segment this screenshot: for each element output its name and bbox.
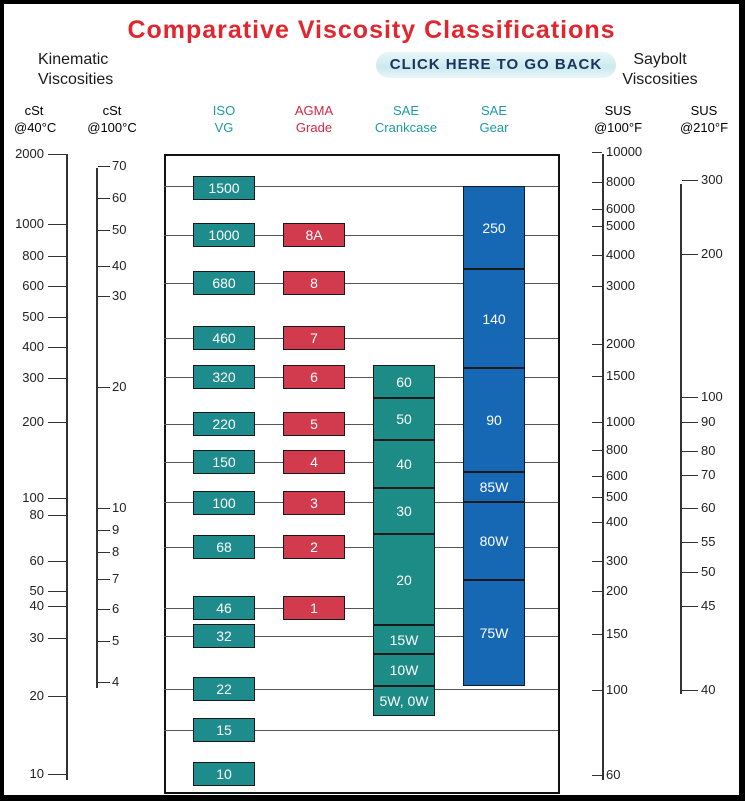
cst100-tick-mark	[98, 266, 110, 267]
iso-vg-box: 10	[193, 762, 255, 786]
cst100-tick-mark	[98, 609, 110, 610]
sae-crankcase-box: 15W	[373, 625, 435, 654]
cst40-tick-label: 300	[22, 370, 44, 385]
agma-grade-box: 7	[283, 326, 345, 350]
sus100-tick-label: 8000	[606, 174, 635, 189]
sus210-tick-mark	[682, 542, 698, 543]
sus100-tick-mark	[592, 344, 602, 345]
iso-vg-box: 15	[193, 718, 255, 742]
page-title: Comparative Viscosity Classifications	[127, 16, 616, 44]
sae-gear-box: 85W	[463, 472, 525, 502]
cst40-tick-label: 200	[22, 414, 44, 429]
sus100-tick-mark	[592, 561, 602, 562]
sus210-tick-label: 70	[701, 467, 716, 482]
cst100-tick-label: 9	[112, 522, 120, 537]
col-header-cst100: cSt @100°C	[87, 103, 137, 135]
iso-vg-box: 46	[193, 596, 255, 620]
sae-crankcase-box: 40	[373, 440, 435, 488]
sus210-tick-label: 40	[701, 682, 716, 697]
cst100-tick-mark	[98, 198, 110, 199]
iso-vg-box: 680	[193, 271, 255, 295]
cst40-axis	[66, 154, 68, 780]
cst40-tick-mark	[48, 224, 66, 225]
sae-gear-box: 250	[463, 186, 525, 269]
sus100-tick-mark	[592, 376, 602, 377]
cst40-tick-mark	[48, 422, 66, 423]
sus210-tick-label: 100	[701, 389, 723, 404]
sus100-tick-label: 100	[606, 682, 628, 697]
iso-vg-box: 320	[193, 365, 255, 389]
sus210-tick-mark	[682, 180, 698, 181]
col-header-sae-gear: SAE Gear	[479, 103, 509, 135]
cst100-tick-label: 70	[112, 158, 127, 173]
sus210-tick-mark	[682, 690, 698, 691]
cst100-tick-mark	[98, 296, 110, 297]
sus100-tick-mark	[592, 690, 602, 691]
sus100-tick-label: 2000	[606, 336, 635, 351]
sae-gear-box: 75W	[463, 580, 525, 686]
iso-vg-box: 32	[193, 624, 255, 648]
cst40-tick-label: 100	[22, 490, 44, 505]
sus100-tick-mark	[592, 182, 602, 183]
sus210-tick-label: 60	[701, 500, 716, 515]
cst40-tick-mark	[48, 696, 66, 697]
cst100-tick-label: 60	[112, 190, 127, 205]
sae-gear-box: 80W	[463, 502, 525, 580]
cst40-tick-mark	[48, 591, 66, 592]
cst40-tick-mark	[48, 256, 66, 257]
cst100-tick-label: 40	[112, 258, 127, 273]
sus100-tick-label: 150	[606, 626, 628, 641]
agma-grade-box: 3	[283, 491, 345, 515]
sus100-tick-label: 5000	[606, 218, 635, 233]
sus100-tick-label: 800	[606, 442, 628, 457]
cst40-tick-label: 80	[29, 507, 44, 522]
cst40-tick-mark	[48, 606, 66, 607]
agma-grade-box: 6	[283, 365, 345, 389]
iso-vg-box: 100	[193, 491, 255, 515]
go-back-button[interactable]: CLICK HERE TO GO BACK	[376, 52, 616, 78]
sus100-tick-mark	[592, 634, 602, 635]
cst40-tick-mark	[48, 347, 66, 348]
sus210-tick-mark	[682, 606, 698, 607]
sus100-tick-label: 1500	[606, 368, 635, 383]
cst100-tick-mark	[98, 579, 110, 580]
cst100-tick-label: 6	[112, 601, 120, 616]
cst40-tick-mark	[48, 561, 66, 562]
kinematic-header-line1: Kinematic	[38, 51, 109, 68]
iso-vg-box: 68	[193, 535, 255, 559]
cst100-tick-label: 5	[112, 633, 120, 648]
cst100-tick-mark	[98, 641, 110, 642]
cst40-tick-mark	[48, 378, 66, 379]
cst100-tick-mark	[98, 682, 110, 683]
cst100-tick-label: 4	[112, 674, 120, 689]
sus210-tick-mark	[682, 422, 698, 423]
sus210-tick-label: 45	[701, 598, 716, 613]
col-header-sae-crankcase: SAE Crankcase	[374, 103, 438, 135]
saybolt-header	[620, 50, 700, 90]
sus210-tick-label: 55	[701, 534, 716, 549]
cst40-tick-label: 40	[29, 598, 44, 613]
sae-crankcase-box: 20	[373, 534, 435, 625]
sus100-tick-mark	[592, 152, 602, 153]
cst40-tick-label: 2000	[15, 146, 44, 161]
kinematic-header	[38, 50, 113, 90]
iso-vg-box: 1000	[193, 223, 255, 247]
cst40-tick-mark	[48, 154, 66, 155]
chart-frame	[4, 4, 739, 795]
cst40-tick-label: 30	[29, 630, 44, 645]
cst100-tick-mark	[98, 508, 110, 509]
sae-crankcase-box: 50	[373, 398, 435, 440]
iso-vg-box: 460	[193, 326, 255, 350]
sus210-tick-mark	[682, 572, 698, 573]
cst100-tick-label: 10	[112, 500, 127, 515]
sae-crankcase-box: 10W	[373, 654, 435, 686]
cst40-tick-label: 60	[29, 553, 44, 568]
agma-grade-box: 4	[283, 450, 345, 474]
sus100-tick-mark	[592, 255, 602, 256]
sus100-tick-mark	[592, 522, 602, 523]
cst40-tick-mark	[48, 515, 66, 516]
col-header-cst40: cSt @40°C	[14, 103, 57, 135]
sus100-tick-mark	[592, 450, 602, 451]
sus100-tick-label: 200	[606, 583, 628, 598]
cst40-tick-label: 1000	[15, 216, 44, 231]
sae-crankcase-box: 60	[373, 365, 435, 398]
cst100-tick-label: 7	[112, 571, 120, 586]
cst40-tick-label: 800	[22, 248, 44, 263]
iso-vg-box: 220	[193, 412, 255, 436]
sus210-tick-label: 50	[701, 564, 716, 579]
cst100-axis	[96, 168, 98, 688]
sus100-tick-label: 6000	[606, 201, 635, 216]
cst100-tick-mark	[98, 552, 110, 553]
sus100-axis	[602, 154, 604, 780]
sus100-tick-label: 1000	[606, 414, 635, 429]
iso-vg-box: 22	[193, 677, 255, 701]
agma-grade-box: 8A	[283, 223, 345, 247]
cst40-tick-label: 500	[22, 309, 44, 324]
sus210-tick-label: 200	[701, 246, 723, 261]
col-header-iso-vg: ISO VG	[212, 103, 236, 135]
sus100-tick-mark	[592, 775, 602, 776]
sus210-tick-label: 300	[701, 172, 723, 187]
sus100-tick-mark	[592, 422, 602, 423]
sus210-tick-mark	[682, 397, 698, 398]
agma-grade-box: 2	[283, 535, 345, 559]
sus210-tick-mark	[682, 254, 698, 255]
sus100-tick-label: 4000	[606, 247, 635, 262]
agma-grade-box: 1	[283, 596, 345, 620]
cst40-tick-label: 20	[29, 688, 44, 703]
cst100-tick-label: 20	[112, 379, 127, 394]
sus100-tick-mark	[592, 286, 602, 287]
sus210-axis	[680, 184, 682, 694]
sus100-tick-mark	[592, 476, 602, 477]
sus100-tick-mark	[592, 497, 602, 498]
cst40-tick-mark	[48, 638, 66, 639]
sus210-tick-mark	[682, 508, 698, 509]
saybolt-header-line1: Saybolt	[633, 51, 687, 68]
sae-crankcase-box: 30	[373, 488, 435, 534]
cst100-tick-label: 50	[112, 222, 127, 237]
cst100-tick-mark	[98, 387, 110, 388]
cst40-tick-mark	[48, 774, 66, 775]
sus210-tick-mark	[682, 451, 698, 452]
sus210-tick-label: 90	[701, 414, 716, 429]
iso-vg-box: 1500	[193, 176, 255, 200]
cst40-tick-mark	[48, 317, 66, 318]
cst100-tick-mark	[98, 166, 110, 167]
sus100-tick-mark	[592, 209, 602, 210]
sae-gear-box: 90	[463, 368, 525, 472]
iso-vg-box: 150	[193, 450, 255, 474]
kinematic-header-line2: Viscosities	[38, 71, 114, 88]
cst40-tick-mark	[48, 498, 66, 499]
sus100-tick-label: 10000	[606, 144, 643, 159]
sus210-tick-mark	[682, 475, 698, 476]
cst100-tick-mark	[98, 230, 110, 231]
cst40-tick-label: 400	[22, 339, 44, 354]
sae-gear-box: 140	[463, 269, 525, 368]
sus100-tick-label: 3000	[606, 278, 635, 293]
sus100-tick-label: 400	[606, 514, 628, 529]
cst40-tick-mark	[48, 286, 66, 287]
col-header-sus100: SUS @100°F	[593, 103, 643, 135]
cst100-tick-label: 8	[112, 544, 120, 559]
agma-grade-box: 5	[283, 412, 345, 436]
cst40-tick-label: 600	[22, 278, 44, 293]
sus100-tick-label: 60	[606, 767, 621, 782]
saybolt-header-line2: Viscosities	[622, 71, 698, 88]
sus100-tick-mark	[592, 226, 602, 227]
sus100-tick-label: 500	[606, 489, 628, 504]
sus100-tick-label: 300	[606, 553, 628, 568]
col-header-agma: AGMA Grade	[294, 103, 334, 135]
sus100-tick-mark	[592, 591, 602, 592]
cst40-tick-label: 50	[29, 583, 44, 598]
cst100-tick-label: 30	[112, 288, 127, 303]
agma-grade-box: 8	[283, 271, 345, 295]
sus210-tick-label: 80	[701, 443, 716, 458]
sae-crankcase-box: 5W, 0W	[373, 686, 435, 716]
cst40-tick-label: 10	[29, 766, 44, 781]
sus100-tick-label: 600	[606, 468, 628, 483]
cst100-tick-mark	[98, 530, 110, 531]
col-header-sus210: SUS @210°F	[679, 103, 729, 135]
